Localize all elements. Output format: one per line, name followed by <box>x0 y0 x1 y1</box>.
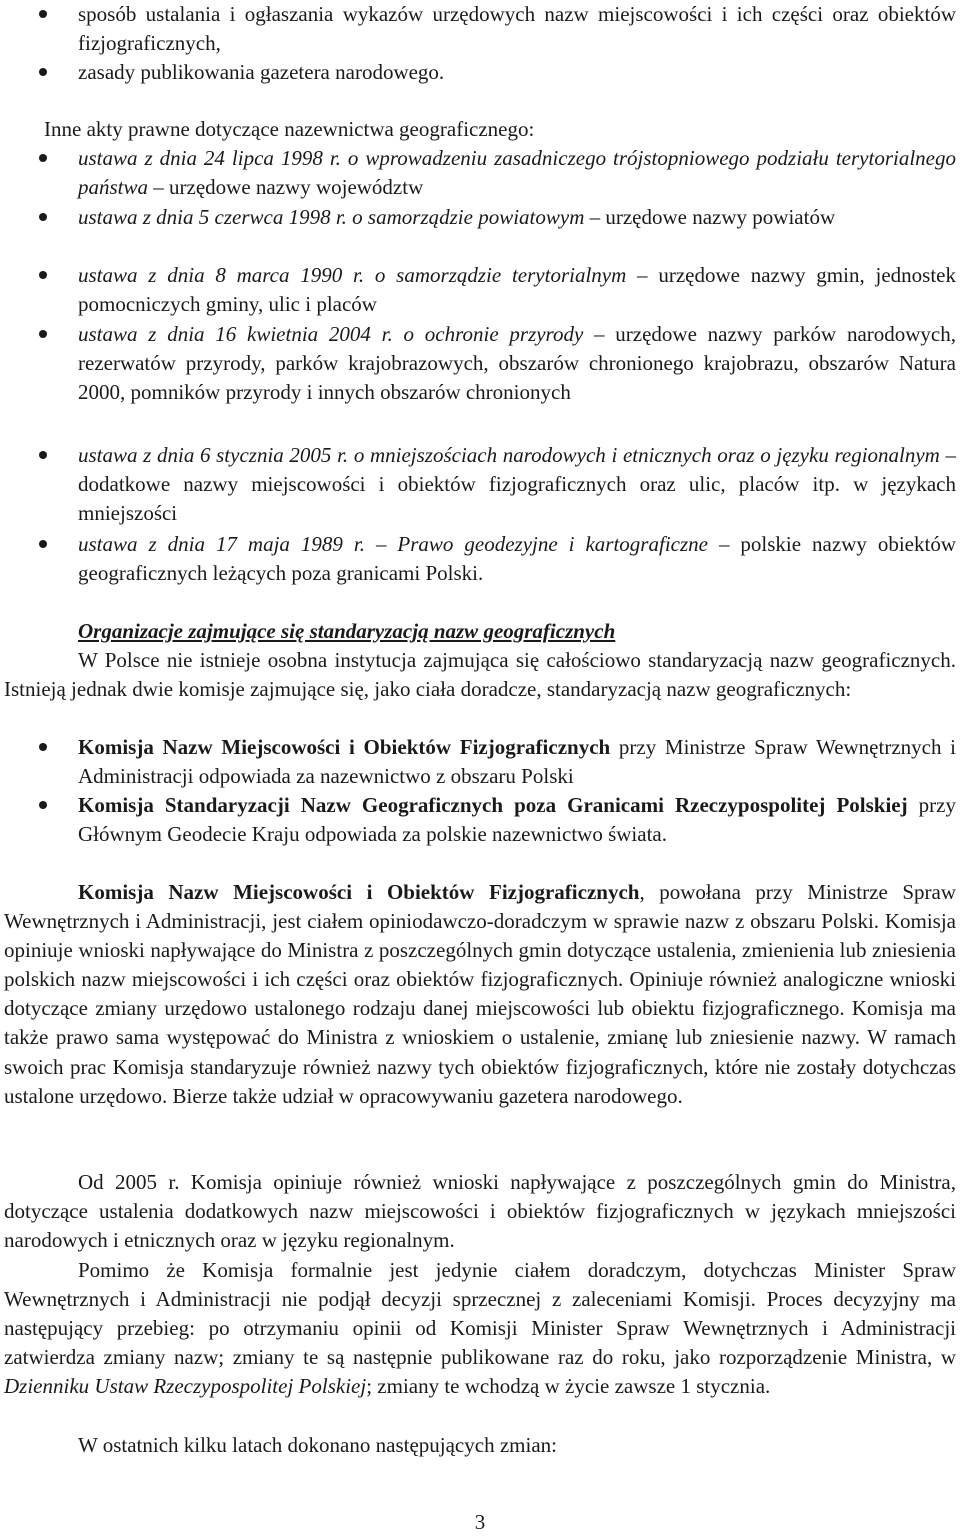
org-intro-paragraph: W Polsce nie istnieje osobna instytucja zajmująca się całościowo standaryzacją nazw geograficznych. Istnieją jednak dwie komisje zajmujące się, jako ciała doradcze, standaryzacją nazw geograficznych: <box>4 648 956 702</box>
acts-intro: Inne akty prawne dotyczące nazewnictwa geograficznego: <box>44 117 535 141</box>
list-item: ustawa z dnia 17 maja 1989 r. – Prawo geodezyjne i kartograficzne – polskie nazwy obiektów geograficznych leżących poza granicami Polski. <box>78 530 956 588</box>
list-item: sposób ustalania i ogłaszania wykazów urzędowych nazw miejscowości i ich części oraz obiektów fizjograficznych, <box>78 0 956 58</box>
page-number: 3 <box>474 1510 486 1534</box>
list-item: zasady publikowania gazetera narodowego. <box>78 58 956 87</box>
list-item: ustawa z dnia 5 czerwca 1998 r. o samorządzie powiatowym – urzędowe nazwy powiatów <box>78 203 956 232</box>
commission-paragraph: Komisja Nazw Miejscowości i Obiektów Fizjograficznych, powołana przy Ministrze Spraw Wewnętrznych i Administracji, jest ciałem opiniodawczo-doradczym w sprawie nazw z obszaru Polski. Komisja opiniuje wnioski napływające do Ministra z poszczególnych gmin dotyczące ustalenia, zmienienia lub zniesienia polskich nazw miejscowości i ich części oraz obiektów fizjograficznych. Opiniuje również analogiczne wnioski dotyczące zmiany urzędowo ustalonego rodzaju danej miejscowości lub obiektu fizjograficznego. Komisja ma także prawo sama występować do Ministra z wnioskiem o ustalenie, zmianę lub zniesienie nazwy. W ramach swoich prac Komisja standaryzuje również nazwy tych obiektów fizjograficznych, które nie zostały dotychczas ustalone urzędowo. Bierze także udział w opracowywaniu gazetera narodowego. <box>4 880 956 1108</box>
list-item: Komisja Standaryzacji Nazw Geograficznych poza Granicami Rzeczypospolitej Polskiej przy Głównym Geodecie Kraju odpowiada za polskie nazewnictwo świata. <box>78 791 956 849</box>
list-item: ustawa z dnia 6 stycznia 2005 r. o mniejszościach narodowych i etnicznych oraz o języku regionalnym – dodatkowe nazwy miejscowości i obiektów fizjograficznych oraz ulic, placów itp. w językach mniejszości <box>78 441 956 528</box>
list-item: ustawa z dnia 16 kwietnia 2004 r. o ochronie przyrody – urzędowe nazwy parków narodowych, rezerwatów przyrody, parków krajobrazowych, obszarów chronionego krajobrazu, obszarów Natura 2000, pomników przyrody i innych obszarów chronionych <box>78 320 956 407</box>
decision-process-paragraph: Pomimo że Komisja formalnie jest jedynie ciałem doradczym, dotychczas Minister Spraw Wewnętrznych i Administracji nie podjął decyzji sprzecznej z zaleceniami Komisji. Proces decyzyjny ma następujący przebieg: po otrzymaniu opinii od Komisji Minister Spraw Wewnętrznych i Administracji zatwierdza zmiany nazw; zmiany te są następnie publikowane raz do roku, jako rozporządzenie Ministra, w Dzienniku Ustaw Rzeczypospolitej Polskiej; zmiany te wchodzą w życie zawsze 1 stycznia. <box>4 1258 956 1399</box>
list-item: ustawa z dnia 24 lipca 1998 r. o wprowadzeniu zasadniczego trójstopniowego podziału terytorialnego państwa – urzędowe nazwy województw <box>78 144 956 202</box>
list-item: Komisja Nazw Miejscowości i Obiektów Fizjograficznych przy Ministrze Spraw Wewnętrznych i Administracji odpowiada za nazewnictwo z obszaru Polski <box>78 733 956 791</box>
section-heading: Organizacje zajmujące się standaryzacją nazw geograficznych <box>78 619 616 643</box>
recent-changes-paragraph: W ostatnich kilku latach dokonano następujących zmian: <box>78 1433 557 1457</box>
paragraph-2005: Od 2005 r. Komisja opiniuje również wnioski napływające z poszczególnych gmin do Ministra, dotyczące ustalenia dodatkowych nazw miejscowości i obiektów fizjograficznych w językach mniejszości narodowych i etnicznych oraz w języku regionalnym. <box>4 1170 956 1253</box>
list-item: ustawa z dnia 8 marca 1990 r. o samorządzie terytorialnym – urzędowe nazwy gmin, jednostek pomocniczych gminy, ulic i placów <box>78 261 956 319</box>
